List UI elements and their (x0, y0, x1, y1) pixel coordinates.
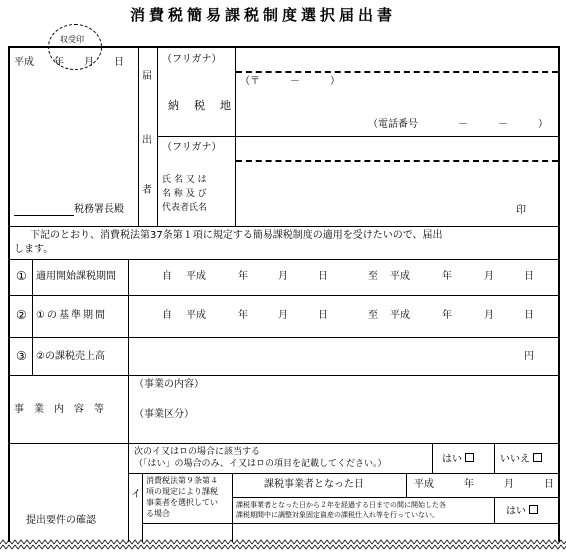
sub-i-text-2: 項の規定により課税 (146, 487, 218, 496)
row1-to-era: 平成 (390, 271, 410, 282)
torn-edge (0, 536, 566, 554)
requirement-question-line2: （「はい」の場合のみ、イ又はロの項目を記載してください。） (134, 459, 387, 469)
name-label-line1: 氏 名 又 は (162, 175, 207, 185)
row2-to-era: 平成 (390, 310, 410, 321)
row2-from-year: 年 (238, 310, 248, 321)
row2-number: ② (16, 308, 27, 322)
furigana-label-2: （フリガナ） (162, 142, 222, 153)
yes-option-2[interactable] (506, 505, 538, 517)
yes-label-2: はい (506, 506, 526, 517)
row2-from-day: 日 (318, 310, 328, 321)
name-label-line2: 名 称 及 び (162, 189, 207, 199)
row1-to: 至 (368, 271, 378, 282)
office-label: 税務署長殿 (74, 204, 124, 215)
address-label: 納 税 地 (168, 99, 233, 112)
sub-i-text-3: 事業者を選択してい (146, 498, 218, 507)
form-title: 消費税簡易課税制度選択届出書 (130, 6, 397, 24)
business-content-label: （事業の内容） (134, 379, 204, 390)
row2-to-day: 日 (524, 310, 534, 321)
business-label: 事 業 内 容 等 (14, 404, 104, 415)
row2-label: ①の基準期間 (36, 310, 107, 321)
row2-to-year: 年 (442, 310, 452, 321)
row1-from-year: 年 (238, 271, 248, 282)
no-option-1[interactable] (500, 453, 542, 465)
name-label-line3: 代表者氏名 (162, 203, 208, 213)
row1-from-era: 平成 (186, 271, 206, 282)
office-name-line (14, 215, 74, 216)
business-class-label: （事業区分） (134, 409, 194, 420)
row2-from-month: 月 (278, 310, 288, 321)
furigana-dashed-2 (236, 160, 558, 162)
furigana-label-1: （フリガナ） (162, 54, 222, 65)
sub-i-label: イ (131, 489, 141, 500)
sub-i-text-4: る場合 (146, 509, 170, 518)
row2-from: 自 (162, 310, 172, 321)
postal-label: （〒 － ） (240, 76, 340, 87)
yes-checkbox-2[interactable] (529, 505, 538, 514)
note-line1: 課税事業者となった日から２年を経過する日までの間に開始した各 (236, 501, 446, 509)
row3-unit: 円 (524, 351, 534, 362)
row1-to-day: 日 (524, 271, 534, 282)
stamp-label: 収受印 (60, 35, 84, 44)
yes-option-1[interactable] (442, 453, 474, 465)
applicant-char-1: 届 (142, 71, 152, 82)
row1-to-month: 月 (484, 271, 494, 282)
row1-to-year: 年 (442, 271, 452, 282)
row1-number: ① (16, 269, 27, 283)
row3-label: ②の課税売上高 (36, 351, 105, 362)
intro-line1: 下記のとおり、消費税法第37条第１項に規定する簡易課税制度の適用を受けたいので、届出 (30, 230, 443, 241)
no-checkbox-1[interactable] (533, 453, 542, 462)
row2-to: 至 (368, 310, 378, 321)
row2-to-month: 月 (484, 310, 494, 321)
applicant-char-2: 出 (142, 135, 152, 146)
no-label-1: いいえ (500, 454, 530, 465)
seal-mark: 印 (516, 205, 526, 216)
row2-from-era: 平成 (186, 310, 206, 321)
row1-from-month: 月 (278, 271, 288, 282)
intro-line2: します。 (14, 244, 54, 255)
furigana-dashed-1 (236, 71, 558, 73)
row1-from-day: 日 (318, 271, 328, 282)
filing-date: 平成 年 月 日 (14, 57, 124, 68)
requirement-question-line1: 次のイ又はロの場合に該当する (134, 447, 261, 457)
phone-label: （電話番号 － － ） (368, 119, 548, 130)
became-taxable-label: 課税事業者となった日 (264, 479, 364, 490)
row1-from: 自 (162, 271, 172, 282)
note-line2: 課税期間中に調整対象固定資産の課税仕入れ等を行っていない。 (236, 511, 439, 519)
sub-i-text-1: 消費税法第９条第４ (146, 476, 218, 485)
row3-number: ③ (16, 349, 27, 363)
requirement-label: 提出要件の確認 (26, 515, 96, 526)
applicant-char-3: 者 (142, 185, 152, 196)
yes-checkbox-1[interactable] (465, 453, 474, 462)
row1-label: 適用開始課税期間 (36, 271, 116, 282)
became-taxable-date: 平成 年 月 日 (414, 479, 554, 490)
yes-label-1: はい (442, 454, 462, 465)
